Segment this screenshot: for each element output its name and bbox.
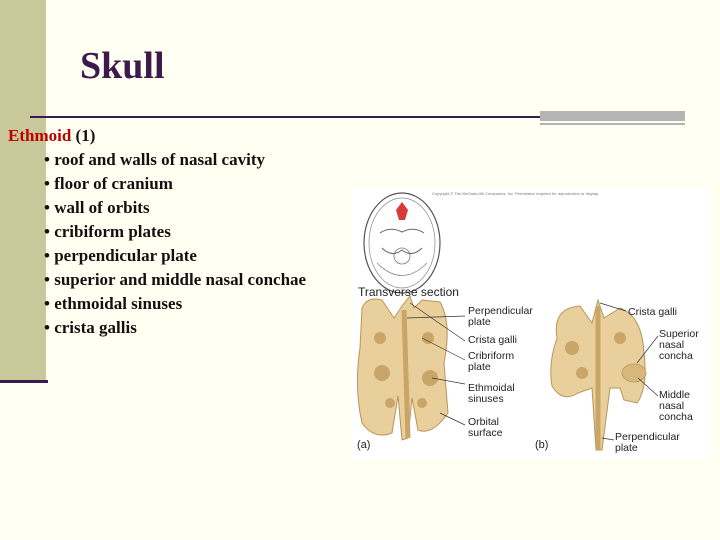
ethmoid-lateral-view xyxy=(551,300,646,450)
label-crista-galli-a: Crista galli xyxy=(468,334,518,346)
label-perpendicular-plate-b: Perpendicular plate xyxy=(615,431,680,454)
label-middle-nasal-concha: Middle nasal concha xyxy=(659,389,693,423)
list-item: • perpendicular plate xyxy=(44,246,197,265)
ethmoid-anterior-view xyxy=(357,296,448,440)
ethmoid-figure xyxy=(352,188,710,460)
list-item: • wall of orbits xyxy=(44,198,150,217)
title-rule xyxy=(30,116,540,118)
label-orbital-surface: Orbital surface xyxy=(468,416,503,439)
panel-label-b: (b) xyxy=(535,439,549,451)
bone-name: Ethmoid xyxy=(8,126,72,145)
transverse-section-label: Transverse section xyxy=(358,285,459,299)
slide-content xyxy=(8,124,306,340)
list-item: • ethmoidal sinuses xyxy=(44,294,183,313)
label-perpendicular-plate-a: Perpendicular plate xyxy=(468,305,533,328)
label-crista-galli-b: Crista galli xyxy=(628,306,678,318)
label-superior-nasal-concha: Superior nasal concha xyxy=(659,328,699,362)
panel-label-a: (a) xyxy=(357,439,371,451)
sidebar-divider xyxy=(0,380,48,383)
list-item: • cribiform plates xyxy=(44,222,171,241)
title-rule-accent-thin xyxy=(540,123,685,125)
figure-copyright: Copyright © The McGraw-Hill Companies, Inc. Permission required for reproduction or display. xyxy=(432,191,599,196)
label-cribriform-plate: Cribriform plate xyxy=(468,350,515,373)
list-item: • roof and walls of nasal cavity xyxy=(44,150,265,169)
slide-title: Skull xyxy=(80,45,165,87)
skull-transverse-diagram xyxy=(364,193,440,293)
label-ethmoidal-sinuses: Ethmoidal sinuses xyxy=(468,382,515,405)
list-item: • floor of cranium xyxy=(44,174,173,193)
list-item: • crista gallis xyxy=(44,318,137,337)
feature-list xyxy=(8,148,306,340)
bone-count: (1) xyxy=(75,126,96,145)
list-item: • superior and middle nasal conchae xyxy=(44,270,307,289)
title-rule-accent xyxy=(540,111,685,121)
bone-heading xyxy=(8,124,306,148)
